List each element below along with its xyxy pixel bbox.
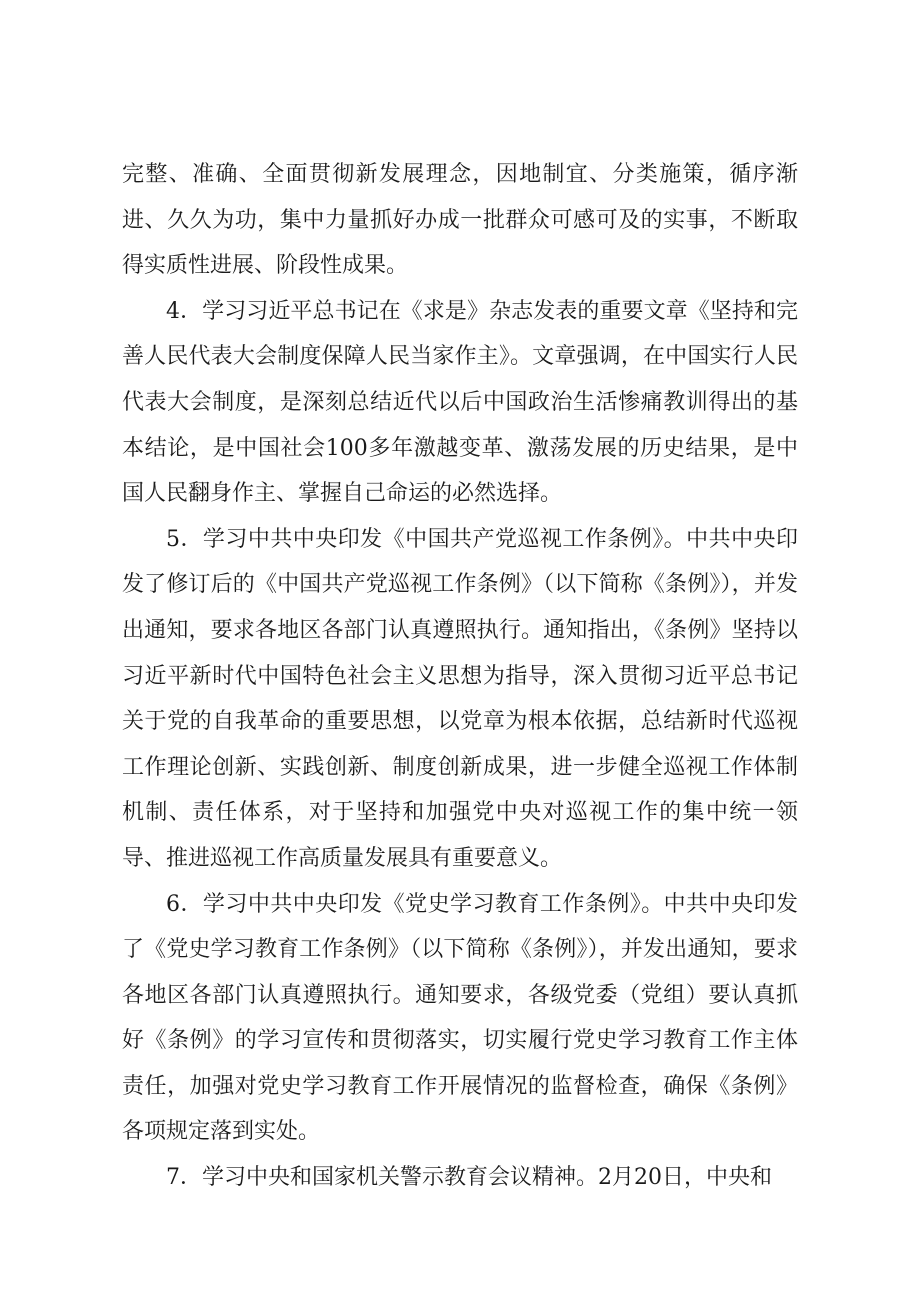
document-body xyxy=(122,152,798,1201)
paragraph-continuation: 完整、准确、全面贯彻新发展理念，因地制宜、分类施策，循序渐进、久久为功，集中力量抓好办成一批群众可感可及的实事，不断取得实质性进展、阶段性成果。 xyxy=(122,162,798,279)
paragraph-item-7: 7．学习中央和国家机关警示教育会议精神。2月20日，中央和 xyxy=(166,1165,772,1191)
paragraph-item-4: 4．学习习近平总书记在《求是》杂志发表的重要文章《坚持和完善人民代表大会制度保障人民当家作主》。文章强调，在中国实行人民代表大会制度，是深刻总结近代以后中国政治生活惨痛教训得出的基本结论，是中国社会100多年激越变革、激荡发展的历史结果，是中国人民翻身作主、掌握自己命运的必然选择。 xyxy=(122,298,798,507)
paragraph-item-6: 6．学习中共中央印发《党史学习教育工作条例》。中共中央印发了《党史学习教育工作条例》（以下简称《条例》），并发出通知，要求各地区各部门认真遵照执行。通知要求，各级党委（党组）要认真抓好《条例》的学习宣传和贯彻落实，切实履行党史学习教育工作主体责任，加强对党史学习教育工作开展情况的监督检查，确保《条例》各项规定落到实处。 xyxy=(122,891,798,1145)
paragraph-item-5: 5．学习中共中央印发《中国共产党巡视工作条例》。中共中央印发了修订后的《中国共产党巡视工作条例》（以下简称《条例》），并发出通知，要求各地区各部门认真遵照执行。通知指出，《条例》坚持以习近平新时代中国特色社会主义思想为指导，深入贯彻习近平总书记关于党的自我革命的重要思想，以党章为根本依据，总结新时代巡视工作理论创新、实践创新、制度创新成果，进一步健全巡视工作体制机制、责任体系，对于坚持和加强党中央对巡视工作的集中统一领导、推进巡视工作高质量发展具有重要意义。 xyxy=(122,526,798,871)
